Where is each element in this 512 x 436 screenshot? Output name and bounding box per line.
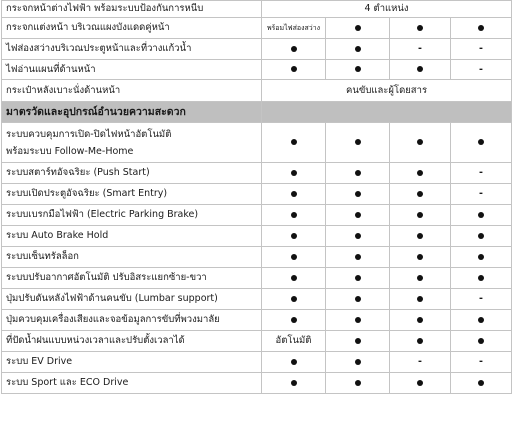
feature-label-text: ระบบปรับอากาศอัตโนมัติ ปรับอิสระแยกซ้าย-ขวา [6, 272, 207, 283]
bullet-dot-icon [355, 170, 361, 176]
bullet-dot-icon [478, 25, 484, 31]
feature-label [2, 163, 262, 184]
feature-label-text: ระบบสตาร์ทอัจฉริยะ (Push Start) [6, 167, 150, 178]
feature-label [2, 39, 262, 60]
feature-label [2, 373, 262, 394]
feature-label-text: ไฟอ่านแผนที่ด้านหน้า [6, 63, 96, 75]
spec-row [2, 18, 512, 39]
feature-label-text: ระบบ Auto Brake Hold [6, 230, 109, 241]
feature-available-cell [451, 310, 512, 331]
feature-label-text: กระเป๋าหลังเบาะนั่งด้านหน้า [6, 84, 121, 96]
section-fill [262, 102, 512, 123]
bullet-dot-icon [355, 212, 361, 218]
bullet-dot-icon [417, 233, 423, 239]
feature-available-cell [390, 205, 451, 226]
bullet-dot-icon [291, 191, 297, 197]
spec-row [2, 289, 512, 310]
feature-label-text: พร้อมระบบ Follow-Me-Home [6, 145, 134, 157]
feature-available-cell [326, 123, 390, 163]
bullet-dot-icon [355, 275, 361, 281]
feature-available-cell [451, 123, 512, 163]
feature-available-cell [451, 331, 512, 352]
bullet-dot-icon [291, 296, 297, 302]
feature-label [2, 352, 262, 373]
feature-label [2, 184, 262, 205]
feature-label [2, 226, 262, 247]
spec-row [2, 268, 512, 289]
feature-available-cell [262, 373, 326, 394]
feature-value-cell: อัตโนมัติ [262, 331, 326, 352]
feature-available-cell [326, 289, 390, 310]
bullet-dot-icon [291, 380, 297, 386]
spec-row [2, 60, 512, 80]
bullet-dot-icon [355, 46, 361, 52]
feature-available-cell [262, 184, 326, 205]
feature-available-cell [262, 268, 326, 289]
bullet-dot-icon [291, 317, 297, 323]
feature-value-cell: พร้อมไฟส่องสว่าง [262, 18, 326, 39]
bullet-dot-icon [355, 25, 361, 31]
feature-available-cell [326, 39, 390, 60]
feature-available-cell [390, 184, 451, 205]
feature-label [2, 102, 262, 123]
bullet-dot-icon [478, 254, 484, 260]
bullet-dot-icon [417, 338, 423, 344]
feature-unavailable-cell [451, 60, 512, 80]
spec-row [2, 226, 512, 247]
bullet-dot-icon [417, 25, 423, 31]
feature-unavailable-cell [451, 39, 512, 60]
feature-available-cell [451, 205, 512, 226]
spec-row [2, 123, 512, 163]
feature-available-cell [326, 163, 390, 184]
bullet-dot-icon [291, 170, 297, 176]
feature-label-text: กระจกหน้าต่างไฟฟ้า พร้อมระบบป้องกันการหนีบ [6, 3, 204, 14]
feature-label-text: ระบบ Sport และ ECO Drive [6, 377, 129, 388]
feature-available-cell [262, 205, 326, 226]
feature-label-text: ที่ปัดน้ำฝนแบบหน่วงเวลาและปรับตั้งเวลาได้ [6, 335, 185, 346]
feature-available-cell [390, 331, 451, 352]
feature-label [2, 310, 262, 331]
feature-available-cell [262, 39, 326, 60]
bullet-dot-icon [478, 338, 484, 344]
feature-available-cell [326, 184, 390, 205]
bullet-dot-icon [291, 66, 297, 72]
feature-available-cell [262, 163, 326, 184]
feature-label [2, 60, 262, 80]
bullet-dot-icon [417, 170, 423, 176]
feature-unavailable-cell [390, 352, 451, 373]
feature-label-text: ระบบ EV Drive [6, 356, 73, 367]
feature-unavailable-cell [451, 184, 512, 205]
feature-unavailable-cell [390, 39, 451, 60]
dash-mark: - [479, 188, 483, 199]
feature-label-text: กระจกแต่งหน้า บริเวณแผงบังแดดคู่หน้า [6, 22, 170, 33]
feature-available-cell [390, 247, 451, 268]
spec-table [1, 0, 512, 394]
bullet-dot-icon [291, 139, 297, 145]
feature-unavailable-cell [451, 352, 512, 373]
feature-label-text: ไฟส่องสว่างบริเวณประตูหน้าและที่วางแก้วน้ำ [6, 43, 192, 54]
bullet-dot-icon [291, 233, 297, 239]
feature-label-text: ระบบเบรกมือไฟฟ้า (Electric Parking Brake) [6, 209, 199, 220]
bullet-dot-icon [291, 212, 297, 218]
dash-mark: - [479, 293, 483, 304]
feature-available-cell [326, 331, 390, 352]
spec-row [2, 80, 512, 102]
bullet-dot-icon [417, 317, 423, 323]
bullet-dot-icon [417, 254, 423, 260]
feature-available-cell [451, 373, 512, 394]
section-header-row [2, 102, 512, 123]
bullet-dot-icon [478, 233, 484, 239]
feature-available-cell [390, 310, 451, 331]
bullet-dot-icon [478, 275, 484, 281]
bullet-dot-icon [478, 139, 484, 145]
feature-available-cell [451, 226, 512, 247]
feature-label-text: ปุ่มปรับดันหลังไฟฟ้าด้านคนขับ (Lumbar support) [6, 293, 218, 304]
feature-label-text: ระบบเซ็นทรัลล็อก [6, 251, 79, 262]
bullet-dot-icon [478, 317, 484, 323]
feature-available-cell [326, 352, 390, 373]
spec-row [2, 39, 512, 60]
feature-available-cell [262, 123, 326, 163]
spec-row [2, 310, 512, 331]
bullet-dot-icon [355, 254, 361, 260]
bullet-dot-icon [417, 212, 423, 218]
feature-label [2, 1, 262, 18]
bullet-dot-icon [417, 191, 423, 197]
feature-available-cell [390, 123, 451, 163]
bullet-dot-icon [417, 66, 423, 72]
dash-mark: - [418, 43, 422, 54]
feature-available-cell [326, 18, 390, 39]
feature-available-cell [390, 268, 451, 289]
bullet-dot-icon [291, 275, 297, 281]
feature-label [2, 80, 262, 102]
feature-available-cell [390, 60, 451, 80]
feature-unavailable-cell [451, 289, 512, 310]
feature-label [2, 289, 262, 310]
feature-available-cell [326, 247, 390, 268]
bullet-dot-icon [355, 317, 361, 323]
feature-label [2, 123, 262, 163]
feature-available-cell [390, 226, 451, 247]
bullet-dot-icon [417, 296, 423, 302]
feature-label [2, 331, 262, 352]
feature-available-cell [262, 352, 326, 373]
bullet-dot-icon [291, 254, 297, 260]
dash-mark: - [479, 356, 483, 367]
feature-available-cell [326, 60, 390, 80]
feature-available-cell [326, 373, 390, 394]
spec-row [2, 184, 512, 205]
feature-available-cell [262, 289, 326, 310]
feature-label [2, 18, 262, 39]
bullet-dot-icon [417, 275, 423, 281]
spec-row [2, 373, 512, 394]
feature-label-text: ระบบเปิดประตูอัจฉริยะ (Smart Entry) [6, 188, 168, 199]
feature-available-cell [262, 60, 326, 80]
bullet-dot-icon [417, 380, 423, 386]
spec-row [2, 205, 512, 226]
feature-label-text: มาตรวัดและอุปกรณ์อำนวยความสะดวก [6, 106, 186, 118]
bullet-dot-icon [291, 359, 297, 365]
spec-row [2, 331, 512, 352]
bullet-dot-icon [355, 66, 361, 72]
feature-label [2, 247, 262, 268]
feature-unavailable-cell [451, 163, 512, 184]
feature-available-cell [451, 268, 512, 289]
bullet-dot-icon [355, 338, 361, 344]
dash-mark: - [418, 356, 422, 367]
feature-available-cell [326, 205, 390, 226]
spanning-value: คนขับและผู้โดยสาร [262, 80, 512, 102]
spanning-value: 4 ตำแหน่ง [262, 1, 512, 18]
feature-available-cell [326, 268, 390, 289]
feature-available-cell [451, 18, 512, 39]
bullet-dot-icon [355, 296, 361, 302]
bullet-dot-icon [478, 380, 484, 386]
feature-available-cell [326, 226, 390, 247]
feature-available-cell [326, 310, 390, 331]
bullet-dot-icon [355, 380, 361, 386]
bullet-dot-icon [355, 233, 361, 239]
feature-available-cell [390, 163, 451, 184]
feature-available-cell [262, 226, 326, 247]
feature-available-cell [390, 18, 451, 39]
feature-available-cell [262, 310, 326, 331]
feature-label [2, 205, 262, 226]
dash-mark: - [479, 43, 483, 54]
bullet-dot-icon [417, 139, 423, 145]
dash-mark: - [479, 63, 483, 75]
spec-row [2, 1, 512, 18]
feature-available-cell [262, 247, 326, 268]
bullet-dot-icon [355, 139, 361, 145]
spec-row [2, 163, 512, 184]
bullet-dot-icon [291, 46, 297, 52]
bullet-dot-icon [478, 212, 484, 218]
feature-label-text: ปุ่มควบคุมเครื่องเสียงและจอข้อมูลการขับที่พวงมาลัย [6, 314, 220, 325]
bullet-dot-icon [355, 359, 361, 365]
dash-mark: - [479, 167, 483, 178]
feature-available-cell [390, 289, 451, 310]
feature-label-text: ระบบควบคุมการเปิด-ปิดไฟหน้าอัตโนมัติ [6, 128, 172, 140]
bullet-dot-icon [355, 191, 361, 197]
spec-row [2, 247, 512, 268]
feature-label [2, 268, 262, 289]
feature-available-cell [451, 247, 512, 268]
feature-available-cell [390, 373, 451, 394]
spec-row [2, 352, 512, 373]
